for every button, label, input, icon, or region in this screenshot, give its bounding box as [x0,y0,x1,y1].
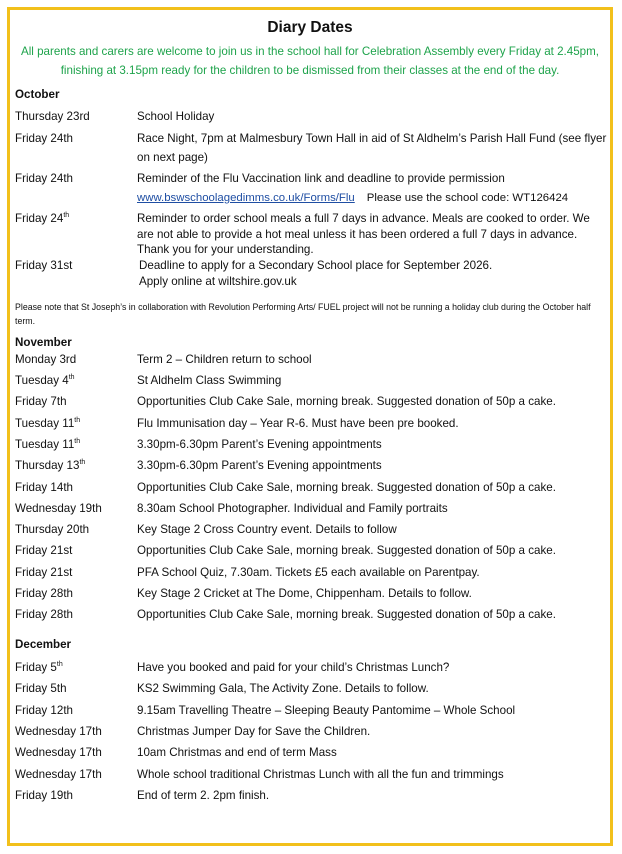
event-description: Term 2 – Children return to school [137,353,312,366]
event-description: School Holiday [137,110,215,123]
event-date: Wednesday 17th [15,746,102,759]
event-description: Key Stage 2 Cross Country event. Details to follow [137,523,397,536]
event-description: Have you booked and paid for your child’s Christmas Lunch? [137,661,450,674]
event-description: Opportunities Club Cake Sale, morning break. Suggested donation of 50p a cake. [137,544,556,557]
event-description: 3.30pm-6.30pm Parent’s Evening appointments [137,438,382,451]
event-date: Thursday 23rd [15,110,90,123]
event-date: Friday 24th [15,172,73,185]
event-date: Tuesday 4th [15,374,75,387]
event-description: Opportunities Club Cake Sale, morning break. Suggested donation of 50p a cake. [137,481,556,494]
event-description: Deadline to apply for a Secondary School place for September 2026. Apply online at wiltshire.gov.uk [139,259,493,288]
event-description: Key Stage 2 Cricket at The Dome, Chippenham. Details to follow. [137,587,472,600]
event-description: Reminder to order school meals a full 7 days in advance. Meals are cooked to order. We are not able to provide a hot meal unless it has been ordered a full 7 days in advance. Thank you for your understanding. [137,212,590,256]
section-heading-december: December [15,638,72,651]
section-heading-november: November [15,336,72,349]
event-date: Wednesday 17th [15,768,102,781]
event-date: Friday 7th [15,395,67,408]
event-date: Friday 12th [15,704,73,717]
event-description: Opportunities Club Cake Sale, morning break. Suggested donation of 50p a cake. [137,395,556,408]
event-date: Wednesday 17th [15,725,102,738]
flu-vaccination-link[interactable]: www.bswschoolagedimms.co.uk/Forms/Flu [137,192,355,204]
event-description: End of term 2. 2pm finish. [137,789,270,802]
event-description: PFA School Quiz, 7.30am. Tickets £5 each available on Parentpay. [137,566,480,579]
event-description: Christmas Jumper Day for Save the Children. [137,725,371,738]
event-description: Race Night, 7pm at Malmesbury Town Hall in aid of St Aldhelm’s Parish Hall Fund (see flyer on next page) [137,132,607,164]
event-date: Friday 21st [15,544,73,557]
event-date: Friday 24th [15,132,73,145]
page-title: Diary Dates [267,19,353,36]
event-description [137,169,607,208]
event-description: 10am Christmas and end of term Mass [137,746,337,759]
event-date: Friday 19th [15,789,73,802]
holiday-club-note: Please note that St Joseph’s in collaboration with Revolution Performing Arts/ FUEL project will not be running a holiday club during the October half term. [15,302,591,326]
event-date: Tuesday 11th [15,417,81,430]
event-date: Friday 24th [15,212,70,225]
event-description: Whole school traditional Christmas Lunch with all the fun and trimmings [137,768,504,781]
event-description: Flu Immunisation day – Year R-6. Must have been pre booked. [137,417,459,430]
event-description: 9.15am Travelling Theatre – Sleeping Beauty Pantomime – Whole School [137,704,516,717]
event-date: Monday 3rd [15,353,77,366]
assembly-intro: All parents and carers are welcome to join us in the school hall for Celebration Assembly every Friday at 2.45pm, finishing at 3.15pm ready for the children to be dismissed from their classes at the end of the day. [20,45,600,77]
event-date: Thursday 20th [15,523,90,536]
event-date: Friday 31st [15,259,73,272]
event-description: Opportunities Club Cake Sale, morning break. Suggested donation of 50p a cake. [137,608,556,621]
event-date: Friday 28th [15,608,73,621]
event-date: Friday 14th [15,481,73,494]
event-description: 3.30pm-6.30pm Parent’s Evening appointments [137,459,382,472]
event-date: Wednesday 19th [15,502,102,515]
section-heading-october: October [15,88,60,101]
event-date: Thursday 13th [15,459,86,472]
event-date: Tuesday 11th [15,438,81,451]
event-date: Friday 28th [15,587,73,600]
event-description: KS2 Swimming Gala, The Activity Zone. Details to follow. [137,682,429,695]
event-date: Friday 21st [15,566,73,579]
flu-reminder-text: Reminder of the Flu Vaccination link and deadline to provide permission [137,172,505,185]
event-date: Friday 5th [15,682,67,695]
school-code-note: Please use the school code: WT126424 [366,192,569,204]
event-description: St Aldhelm Class Swimming [137,374,282,387]
diary-dates-frame [7,7,613,846]
event-description: 8.30am School Photographer. Individual and Family portraits [137,502,448,515]
event-date: Friday 5th [15,661,63,674]
